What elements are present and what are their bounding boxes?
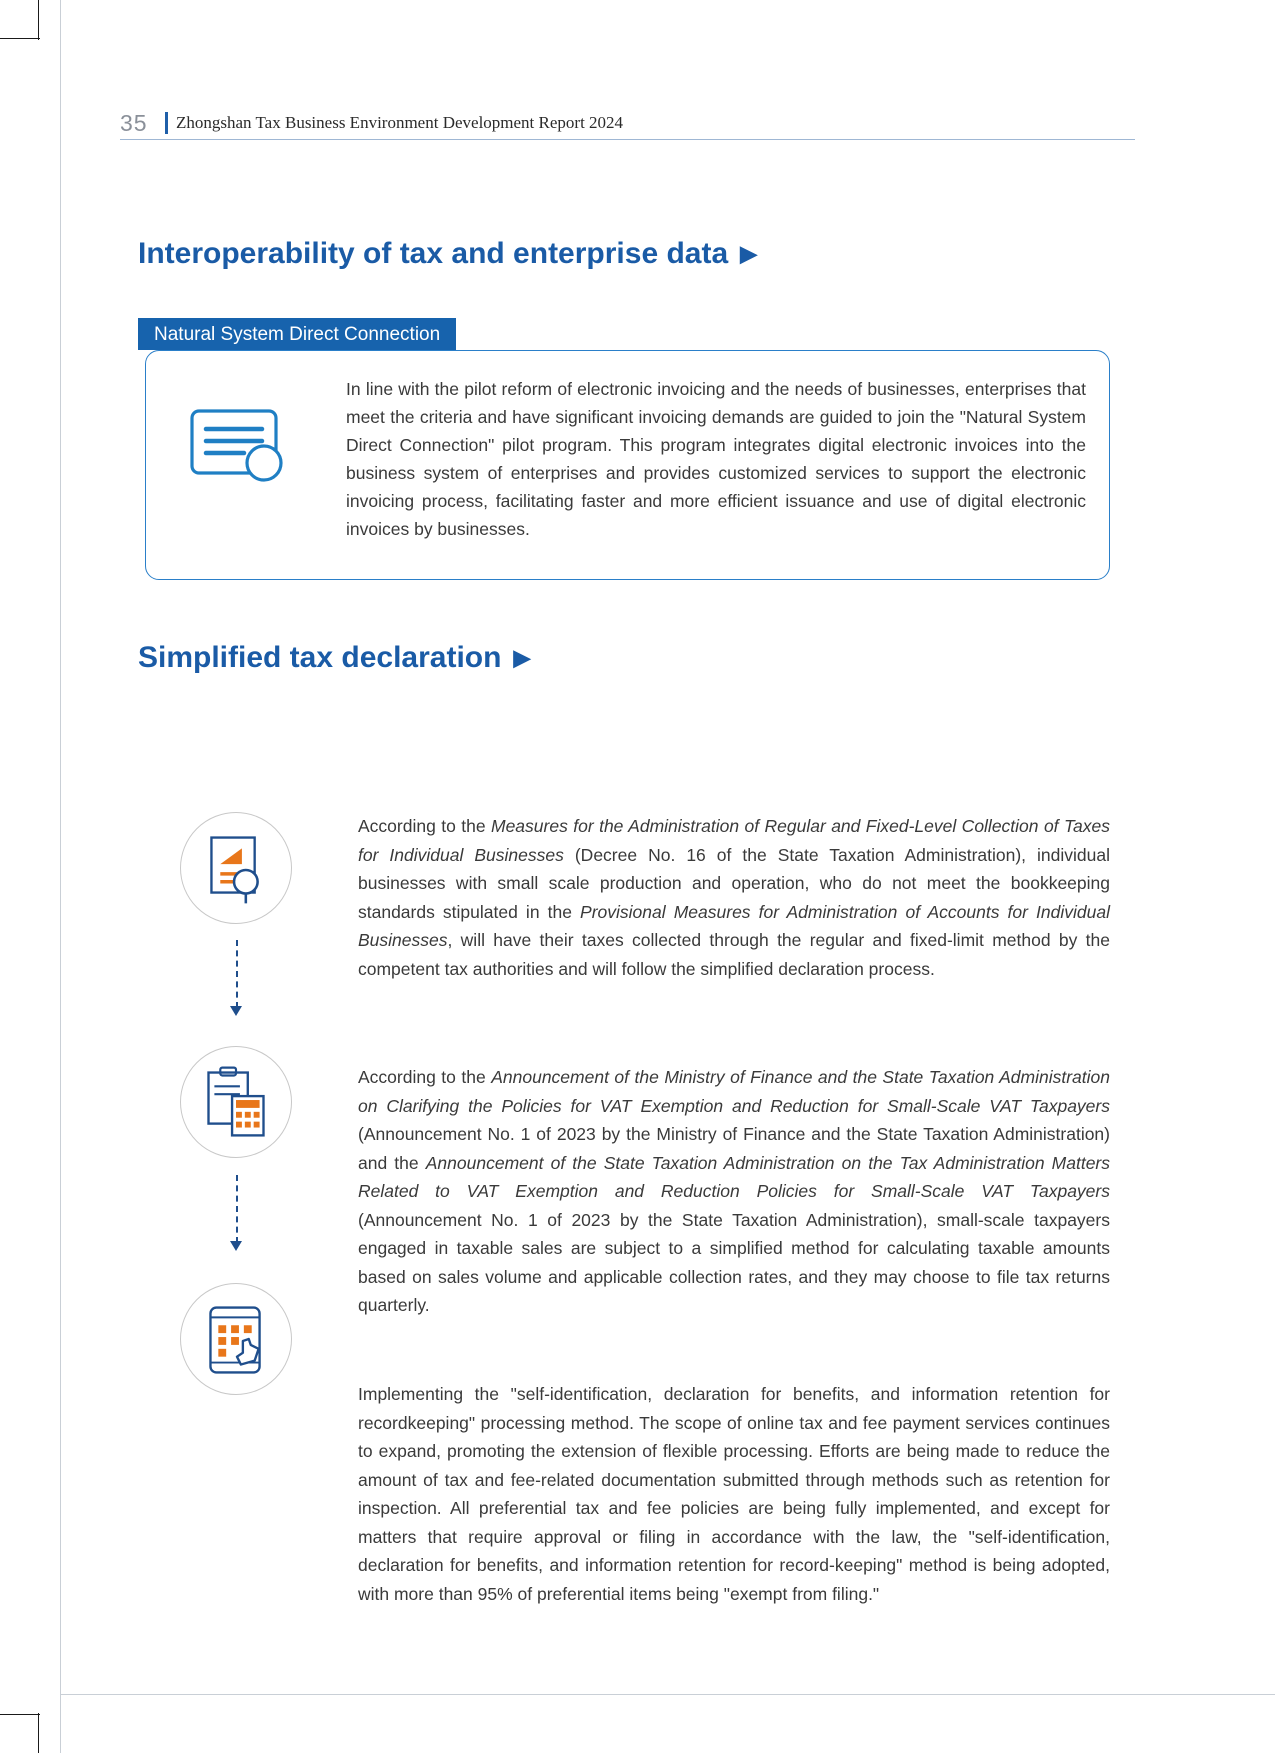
paragraph-3: Implementing the "self-identification, declaration for benefits, and information retention for recordkeeping" processing method. The scope of online tax and fee payment services continues to expand, promoting the extension of flexible processing. Efforts are being made to reduce the amount of tax and fee-related documentation submitted through methods such as retention for inspection. All preferential tax and fee policies are being fully implemented, and except for matters that require approval or filing in accordance with the law, the "self-identification, declaration for benefits, and information retention for record-keeping" method is being adopted, with more than 95% of preferential items being "exempt from filing." — [358, 1384, 1110, 1604]
section-title-text: Interoperability of tax and enterprise data — [138, 237, 729, 270]
triangle-right-icon: ▶ — [740, 241, 758, 266]
section-title-interoperability — [138, 237, 757, 271]
header-rule — [120, 139, 1135, 140]
clipboard-calculator-icon — [180, 1046, 292, 1158]
crop-mark-top-left-horizontal — [0, 38, 40, 39]
page-number: 35 — [120, 110, 148, 136]
crop-mark-top-left-vertical — [38, 0, 39, 40]
flow-connector-2 — [236, 1175, 240, 1243]
section-title-simplified — [138, 641, 530, 675]
paragraph-2: According to the Announcement of the Ministry of Finance and the State Taxation Administration on Clarifying the Policies for VAT Exemption and Reduction for Small-Scale VAT Taxpayers (Announcement No. 1 of 2023 by the Ministry of Finance and the State Taxation Administration) and the Announcement of the State Taxation Administration on the Tax Administration Matters Related to VAT Exemption and Reduction Policies for Small-Scale VAT Taxpayers (Announcement No. 1 of 2023 by the State Taxation Administration), small-scale taxpayers engaged in taxable sales are subject to a simplified method for calculating taxable amounts based on sales volume and applicable collection rates, and they may choose to file tax returns quarterly. — [358, 1067, 1111, 1315]
callout-tab-label: Natural System Direct Connection — [138, 318, 456, 350]
mobile-tap-icon — [180, 1283, 292, 1395]
callout-body-text: In line with the pilot reform of electronic invoicing and the needs of businesses, enterprises that meet the criteria and have significant invoicing demands are guided to join the "Natural System Direct Connection" pilot program. This program integrates digital electronic invoices into the business system of enterprises and provides customized services to support the electronic invoicing process, facilitating faster and more efficient issuance and use of digital electronic invoices by businesses. — [346, 379, 1086, 539]
crop-mark-bottom-left-vertical — [38, 1713, 39, 1753]
flow-connector-1 — [236, 940, 240, 1008]
citation-title-3: Announcement of the Ministry of Finance and the State Taxation Administration on Clarifying the Policies for VAT Exemption and Reduction for Small-Scale VAT Taxpayers — [358, 1067, 1111, 1116]
triangle-right-icon: ▶ — [513, 645, 531, 670]
header-accent-bar — [165, 112, 168, 134]
crop-mark-bottom-left-horizontal — [0, 1714, 40, 1715]
page-header — [120, 110, 1135, 144]
page-frame-left — [60, 0, 61, 1753]
chart-document-magnifier-icon — [180, 812, 292, 924]
citation-title-1: Measures for the Administration of Regular and Fixed-Level Collection of Taxes for Individual Businesses — [358, 816, 1110, 865]
arrow-down-icon-1 — [230, 1006, 242, 1016]
citation-title-2: Provisional Measures for Administration of Accounts for Individual Businesses — [358, 901, 1110, 950]
invoice-document-icon — [184, 401, 304, 496]
callout-box — [145, 350, 1110, 580]
citation-title-4: Announcement of the State Taxation Administration on the Tax Administration Matters Related to VAT Exemption and Reduction Policies for Small-Scale VAT Taxpayers — [358, 1152, 1111, 1201]
running-head: Zhongshan Tax Business Environment Development Report 2024 — [176, 113, 624, 132]
section-title-text: Simplified tax declaration — [138, 641, 502, 674]
paragraph-1: According to the Measures for the Administration of Regular and Fixed-Level Collection of Taxes for Individual Businesses (Decree No. 16 of the State Taxation Administration), individual businesses with small scale production and operation, who do not meet the bookkeeping standards stipulated in the Provisional Measures for Administration of Accounts for Individual Businesses, will have their taxes collected through the regular and fixed-limit method by the competent tax authorities and will follow the simplified declaration process. — [358, 816, 1111, 979]
page-frame-bottom — [60, 1694, 1275, 1695]
arrow-down-icon-2 — [230, 1241, 242, 1251]
